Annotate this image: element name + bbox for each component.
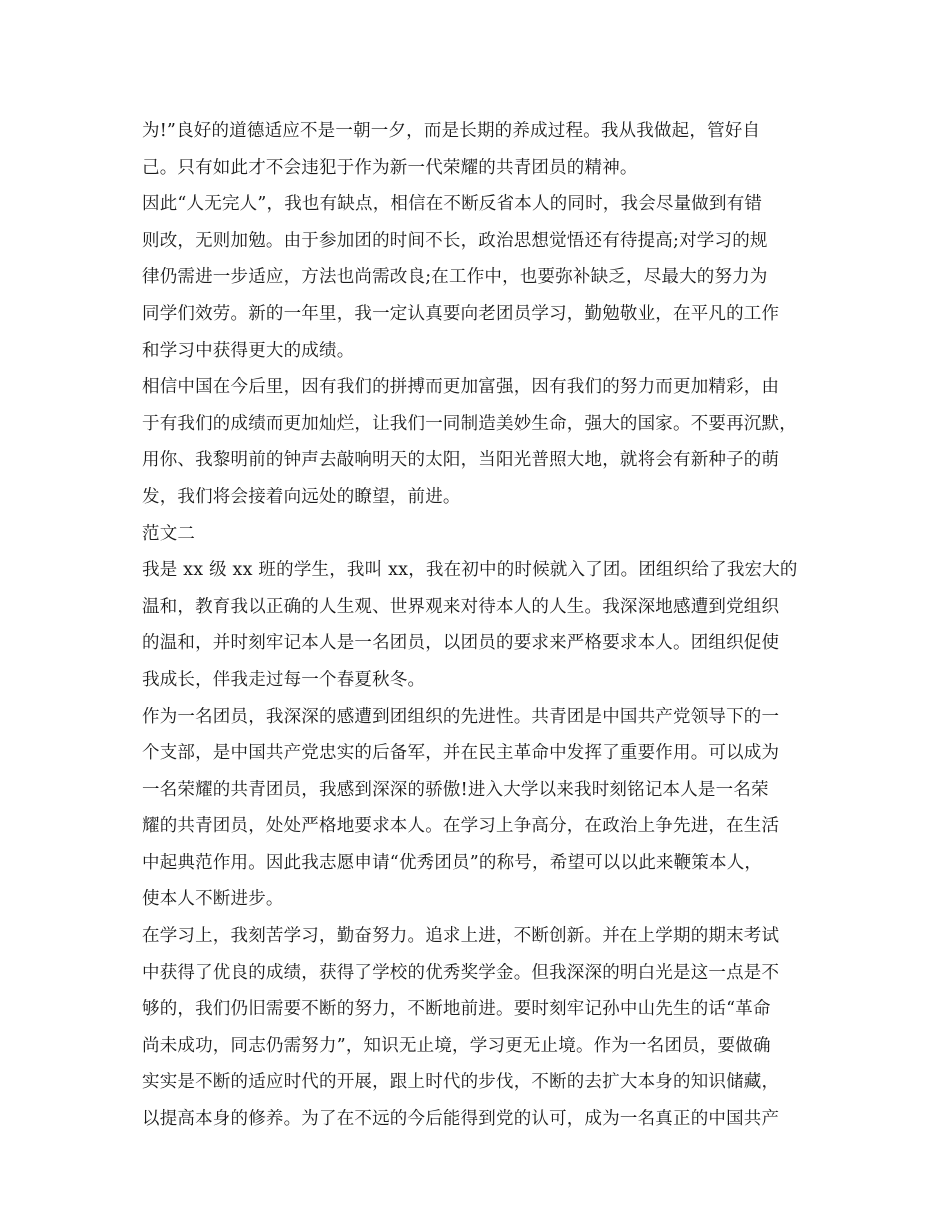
text-line: 作为一名团员，我深深的感遭到团组织的先进性。共青团是中国共产党领导下的一 bbox=[142, 706, 780, 727]
document-body bbox=[142, 113, 822, 1138]
text-line: 以提高本身的修养。为了在不远的今后能得到党的认可，成为一名真正的中国共产 bbox=[142, 1109, 780, 1130]
text-line: 中获得了优良的成绩，获得了学校的优秀奖学金。但我深深的明白光是这一点是不 bbox=[142, 962, 780, 983]
text-line: 发，我们将会接着向远处的瞭望，前进。 bbox=[142, 486, 461, 507]
text-line: 因此“人无完人”，我也有缺点，相信在不断反省本人的同时，我会尽量做到有错 bbox=[142, 194, 763, 215]
text-line: 够的，我们仍旧需要不断的努力，不断地前进。要时刻牢记孙中山先生的话“革命 bbox=[142, 999, 771, 1020]
text-line: 和学习中获得更大的成绩。 bbox=[142, 340, 355, 361]
text-line: 我是 xx 级 xx 班的学生，我叫 xx，我在初中的时候就入了团。团组织给了我宏大的 bbox=[142, 560, 798, 581]
text-line: 于有我们的成绩而更加灿烂，让我们一同制造美妙生命，强大的国家。不要再沉默， bbox=[142, 413, 797, 434]
text-line: 律仍需进一步适应，方法也尚需改良;在工作中，也要弥补缺乏，尽最大的努力为 bbox=[142, 267, 768, 288]
text-line: 个支部，是中国共产党忠实的后备军，并在民主革命中发挥了重要作用。可以成为 bbox=[142, 743, 780, 764]
text-line: 用你、我黎明前的钟声去敲响明天的太阳，当阳光普照大地，就将会有新种子的萌 bbox=[142, 450, 780, 471]
text-line: 实实是不断的适应时代的开展，跟上时代的步伐，不断的去扩大本身的知识储藏， bbox=[142, 1072, 780, 1093]
text-line: 中起典范作用。因此我志愿申请“优秀团员”的称号，希望可以以此来鞭策本人， bbox=[142, 852, 763, 873]
text-line: 己。只有如此才不会违犯于作为新一代荣耀的共青团员的精神。 bbox=[142, 157, 638, 178]
text-line: 一名荣耀的共青团员，我感到深深的骄傲!进入大学以来我时刻铭记本人是一名荣 bbox=[142, 779, 769, 800]
section-heading: 范文二 bbox=[142, 523, 196, 544]
text-line: 耀的共青团员，处处严格地要求本人。在学习上争高分，在政治上争先进，在生活 bbox=[142, 816, 780, 837]
text-line: 温和，教育我以正确的人生观、世界观来对待本人的人生。我深深地感遭到党组织 bbox=[142, 596, 780, 617]
text-line: 的温和，并时刻牢记本人是一名团员，以团员的要求来严格要求本人。团组织促使 bbox=[142, 633, 780, 654]
text-line: 相信中国在今后里，因有我们的拼搏而更加富强，因有我们的努力而更加精彩，由 bbox=[142, 377, 780, 398]
text-line: 在学习上，我刻苦学习，勤奋努力。追求上进，不断创新。并在上学期的期末考试 bbox=[142, 926, 780, 947]
text-line: 尚未成功，同志仍需努力”，知识无止境，学习更无止境。作为一名团员，要做确 bbox=[142, 1035, 771, 1056]
text-line: 我成长，伴我走过每一个春夏秋冬。 bbox=[142, 669, 426, 690]
text-line: 则改，无则加勉。由于参加团的时间不长，政治思想觉悟还有待提高;对学习的规 bbox=[142, 230, 768, 251]
text-line: 为!”良好的道德适应不是一朝一夕，而是长期的养成过程。我从我做起，管好自 bbox=[142, 121, 761, 141]
text-line: 同学们效劳。新的一年里，我一定认真要向老团员学习，勤勉敬业，在平凡的工作 bbox=[142, 303, 780, 324]
text-line: 使本人不断进步。 bbox=[142, 889, 284, 910]
